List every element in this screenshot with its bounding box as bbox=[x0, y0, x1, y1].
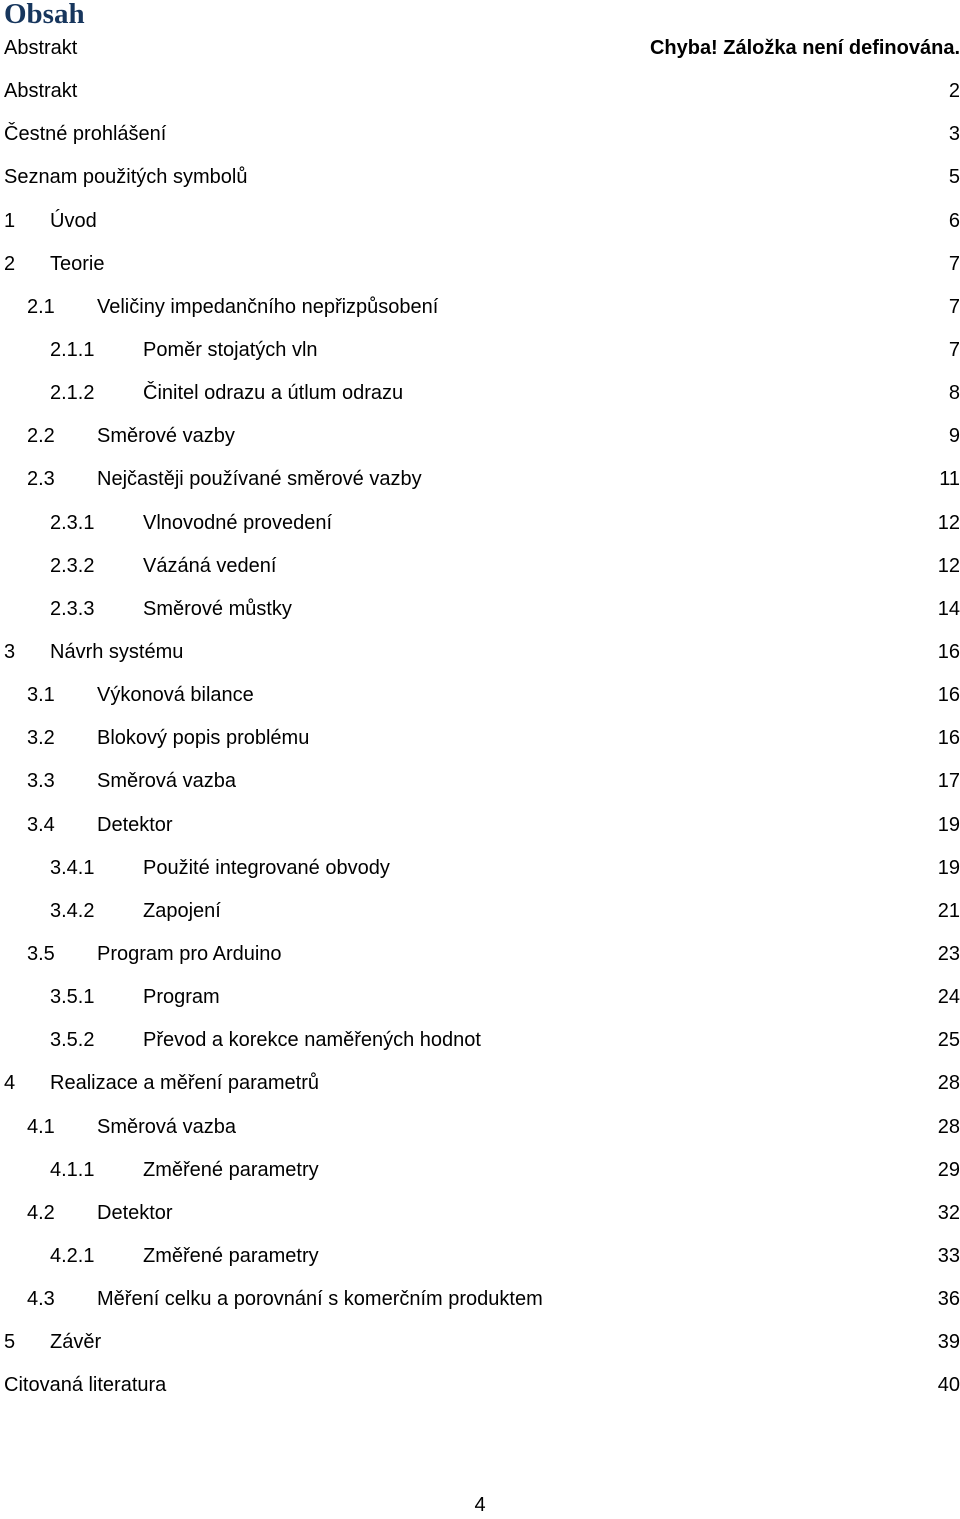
toc-entry[interactable] bbox=[0, 329, 960, 372]
toc-entry[interactable] bbox=[0, 976, 960, 1019]
page-title: Obsah bbox=[4, 0, 85, 30]
toc-entry[interactable] bbox=[0, 200, 960, 243]
toc-entry[interactable] bbox=[0, 717, 960, 760]
toc-entry-page: 16 bbox=[937, 640, 960, 663]
toc-entry[interactable] bbox=[0, 545, 960, 588]
toc-entry-page: 12 bbox=[937, 511, 960, 534]
toc-entry-number: 3.2 bbox=[27, 727, 55, 750]
toc-entry-label: Změřené parametry bbox=[143, 1244, 319, 1267]
toc-entry-page: 32 bbox=[937, 1201, 960, 1224]
toc-entry-page: 21 bbox=[937, 899, 960, 922]
toc-entry[interactable] bbox=[0, 372, 960, 415]
toc-entry-page: 39 bbox=[937, 1331, 960, 1354]
toc-entry-page: 16 bbox=[937, 684, 960, 707]
toc-entry-label: Detektor bbox=[97, 1201, 173, 1224]
toc-entry-number: 3.5.2 bbox=[50, 1029, 95, 1052]
toc-entry-label: Program bbox=[143, 986, 220, 1009]
toc-entry-page: 5 bbox=[948, 166, 960, 189]
toc-entry-label: Vázáná vedení bbox=[143, 554, 277, 577]
toc-entry-page: 17 bbox=[937, 770, 960, 793]
toc-entry-page: 6 bbox=[948, 209, 960, 232]
toc-entry-number: 3.5 bbox=[27, 942, 55, 965]
toc-entry-label: Měření celku a porovnání s komerčním produktem bbox=[97, 1288, 543, 1311]
toc-entry[interactable] bbox=[0, 458, 960, 501]
toc-entry-page: 3 bbox=[948, 123, 960, 146]
toc-entry-label: Převod a korekce naměřených hodnot bbox=[143, 1029, 481, 1052]
toc-entry-number: 4.2.1 bbox=[50, 1244, 95, 1267]
toc-entry-page: 7 bbox=[948, 252, 960, 275]
toc-entry[interactable] bbox=[0, 27, 960, 70]
toc-entry-page: 2 bbox=[948, 80, 960, 103]
toc-entry-page: 28 bbox=[937, 1072, 960, 1095]
toc-entry-page: 23 bbox=[937, 942, 960, 965]
toc-entry-number: 3.5.1 bbox=[50, 986, 95, 1009]
toc-entry-number: 2.3.1 bbox=[50, 511, 95, 534]
toc-entry[interactable] bbox=[0, 804, 960, 847]
toc-entry[interactable] bbox=[0, 113, 960, 156]
toc-entry-number: 3 bbox=[4, 640, 16, 663]
toc-entry-label: Vlnovodné provedení bbox=[143, 511, 333, 534]
toc-entry-number: 2.3.3 bbox=[50, 597, 95, 620]
toc-entry-number: 2.1.1 bbox=[50, 338, 95, 361]
toc-entry-label: Směrová vazba bbox=[97, 1115, 236, 1138]
toc-entry-label: Činitel odrazu a útlum odrazu bbox=[143, 382, 404, 405]
toc-entry-number: 4.1 bbox=[27, 1115, 55, 1138]
toc-entry[interactable] bbox=[0, 933, 960, 976]
toc-entry-page: 11 bbox=[939, 468, 960, 491]
toc-entry-label: Abstrakt bbox=[4, 80, 78, 103]
toc-entry-number: 4.1.1 bbox=[50, 1158, 95, 1181]
toc-entry-number: 4.2 bbox=[27, 1201, 55, 1224]
toc-entry-page: 25 bbox=[937, 1029, 960, 1052]
toc-entry-page: 16 bbox=[937, 727, 960, 750]
toc-entry-page: 8 bbox=[948, 382, 960, 405]
toc-entry-label: Abstrakt bbox=[4, 37, 78, 59]
toc-entry-number: 2.1.2 bbox=[50, 382, 95, 405]
toc-entry-number: 4.3 bbox=[27, 1288, 55, 1311]
toc-entry-number: 3.1 bbox=[27, 684, 55, 707]
toc-entry-page: 29 bbox=[937, 1158, 960, 1181]
toc-entry-number: 5 bbox=[4, 1331, 16, 1354]
toc-entry-label: Detektor bbox=[97, 813, 173, 836]
toc-entry[interactable] bbox=[0, 1278, 960, 1321]
toc-entry[interactable] bbox=[0, 1149, 960, 1192]
toc-entry-number: 2.1 bbox=[27, 295, 55, 318]
toc-entry-label: Seznam použitých symbolů bbox=[4, 166, 248, 189]
toc-entry-page: 14 bbox=[937, 597, 960, 620]
toc-entry-label: Program pro Arduino bbox=[97, 942, 282, 965]
toc-entry-number: 4 bbox=[4, 1072, 16, 1095]
toc-entry-number: 2.3.2 bbox=[50, 554, 95, 577]
toc-entry-number: 3.4.2 bbox=[50, 899, 95, 922]
toc-entry-label: Směrové můstky bbox=[143, 597, 292, 620]
toc-entry-page: 19 bbox=[937, 813, 960, 836]
toc-entry[interactable] bbox=[0, 631, 960, 674]
toc-entry[interactable] bbox=[0, 1321, 960, 1364]
toc-entry[interactable] bbox=[0, 1062, 960, 1105]
toc-entry-page: 19 bbox=[937, 856, 960, 879]
toc-entry-label: Změřené parametry bbox=[143, 1158, 319, 1181]
toc-entry[interactable] bbox=[0, 1364, 960, 1407]
table-of-contents bbox=[0, 27, 960, 1408]
toc-entry-label: Směrová vazba bbox=[97, 770, 236, 793]
toc-entry-page: 12 bbox=[937, 554, 960, 577]
toc-entry-page: 7 bbox=[948, 295, 960, 318]
toc-entry-label: Veličiny impedančního nepřizpůsobení bbox=[97, 295, 439, 318]
toc-entry-label: Použité integrované obvody bbox=[143, 856, 390, 879]
toc-entry-page: 24 bbox=[937, 986, 960, 1009]
toc-entry-label: Úvod bbox=[50, 209, 97, 232]
toc-entry[interactable] bbox=[0, 415, 960, 458]
toc-entry-label: Teorie bbox=[50, 252, 105, 275]
toc-entry[interactable] bbox=[0, 286, 960, 329]
toc-entry-label: Nejčastěji používané směrové vazby bbox=[97, 468, 422, 491]
page-number: 4 bbox=[474, 1494, 486, 1516]
toc-entry-label: Blokový popis problému bbox=[97, 727, 310, 750]
toc-entry-label: Citovaná literatura bbox=[4, 1374, 167, 1397]
toc-entry-page: 33 bbox=[937, 1244, 960, 1267]
toc-entry-label: Poměr stojatých vln bbox=[143, 338, 318, 361]
toc-entry-page: 40 bbox=[937, 1374, 960, 1397]
toc-entry-page: 9 bbox=[948, 425, 960, 448]
toc-entry-label: Čestné prohlášení bbox=[4, 123, 167, 146]
toc-entry-number: 3.3 bbox=[27, 770, 55, 793]
toc-entry-label: Směrové vazby bbox=[97, 425, 235, 448]
toc-entry-number: 2.3 bbox=[27, 468, 55, 491]
toc-entry-label: Návrh systému bbox=[50, 640, 184, 663]
toc-entry[interactable] bbox=[0, 1192, 960, 1235]
toc-entry[interactable] bbox=[0, 1019, 960, 1062]
toc-entry[interactable] bbox=[0, 1235, 960, 1278]
toc-entry-number: 1 bbox=[4, 209, 16, 232]
toc-entry-page: 36 bbox=[937, 1288, 960, 1311]
toc-entry[interactable] bbox=[0, 243, 960, 286]
toc-entry-label: Výkonová bilance bbox=[97, 684, 254, 707]
toc-entry-number: 2.2 bbox=[27, 425, 55, 448]
toc-entry[interactable] bbox=[0, 502, 960, 545]
toc-error-message: Chyba! Záložka není definována. bbox=[649, 37, 960, 59]
toc-entry[interactable] bbox=[0, 760, 960, 803]
toc-entry-label: Závěr bbox=[50, 1331, 102, 1354]
toc-entry-number: 3.4 bbox=[27, 813, 55, 836]
toc-entry-number: 2 bbox=[4, 252, 16, 275]
toc-entry[interactable] bbox=[0, 588, 960, 631]
toc-entry[interactable] bbox=[0, 890, 960, 933]
toc-entry-label: Zapojení bbox=[143, 899, 221, 922]
toc-entry[interactable] bbox=[0, 70, 960, 113]
toc-entry[interactable] bbox=[0, 674, 960, 717]
toc-entry-page: 28 bbox=[937, 1115, 960, 1138]
toc-entry-page: 7 bbox=[948, 338, 960, 361]
toc-entry-number: 3.4.1 bbox=[50, 856, 95, 879]
toc-entry[interactable] bbox=[0, 156, 960, 199]
toc-entry[interactable] bbox=[0, 847, 960, 890]
toc-entry-label: Realizace a měření parametrů bbox=[50, 1072, 320, 1095]
toc-entry[interactable] bbox=[0, 1106, 960, 1149]
